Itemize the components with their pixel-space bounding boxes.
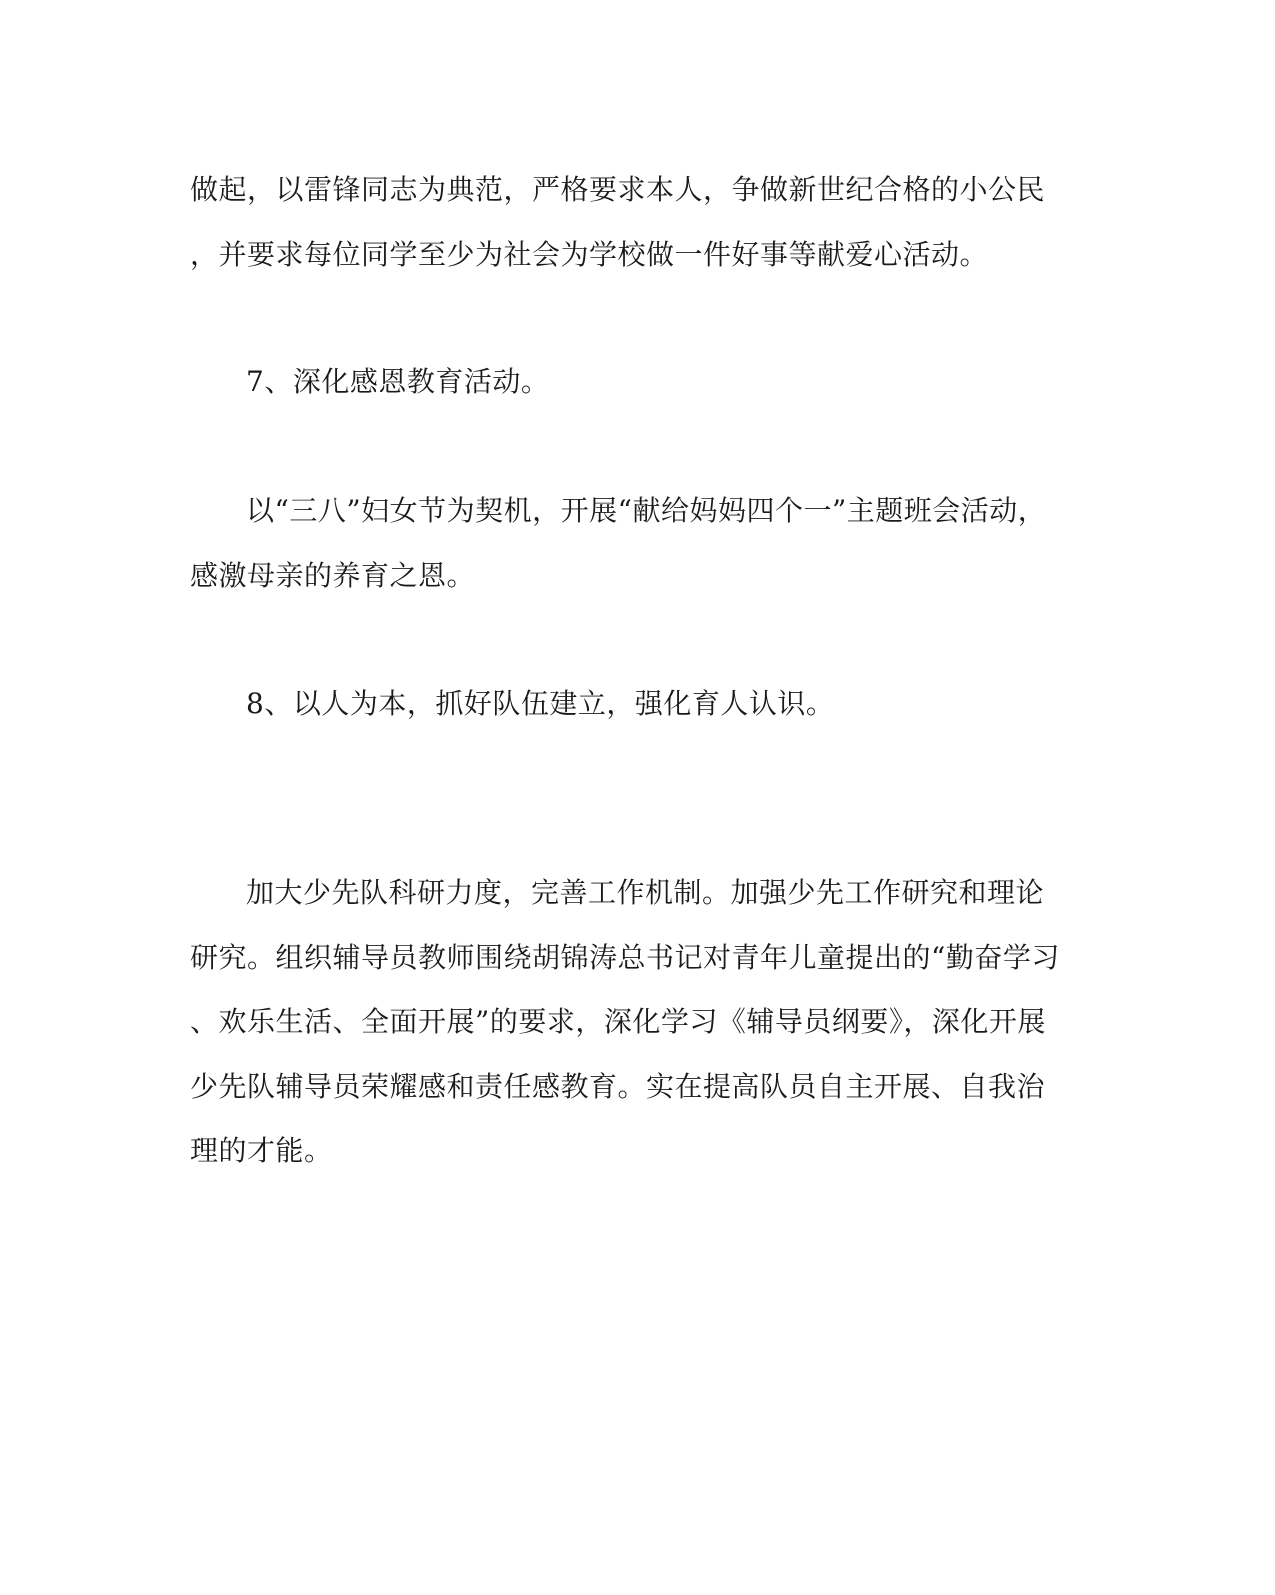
paragraph-line: 加大少先队科研力度，完善工作机制。加强少先工作研究和理论 <box>246 876 1045 909</box>
paragraph-line: 研究。组织辅导员教师围绕胡锦涛总书记对青年儿童提出的“勤奋学习 <box>190 941 1060 974</box>
paragraph-line: 感激母亲的养育之恩。 <box>190 559 476 592</box>
paragraph-line: 以“三八”妇女节为契机，开展“献给妈妈四个一”主题班会活动， <box>246 494 1047 527</box>
paragraph-line: 、欢乐生活、全面开展”的要求，深化学习《辅导员纲要》，深化开展 <box>190 1005 1046 1038</box>
paragraph-line: ，并要求每位同学至少为社会为学校做一件好事等献爱心活动。 <box>190 238 989 271</box>
paragraph-line: 做起，以雷锋同志为典范，严格要求本人，争做新世纪合格的小公民 <box>190 173 1046 206</box>
paragraph-line: 理的才能。 <box>190 1134 333 1167</box>
paragraph-line: 少先队辅导员荣耀感和责任感教育。实在提高队员自主开展、自我治 <box>190 1070 1046 1103</box>
section-heading-7: 7、深化感恩教育活动。 <box>246 365 550 398</box>
section-heading-8: 8、以人为本，抓好队伍建立，强化育人认识。 <box>246 687 835 720</box>
